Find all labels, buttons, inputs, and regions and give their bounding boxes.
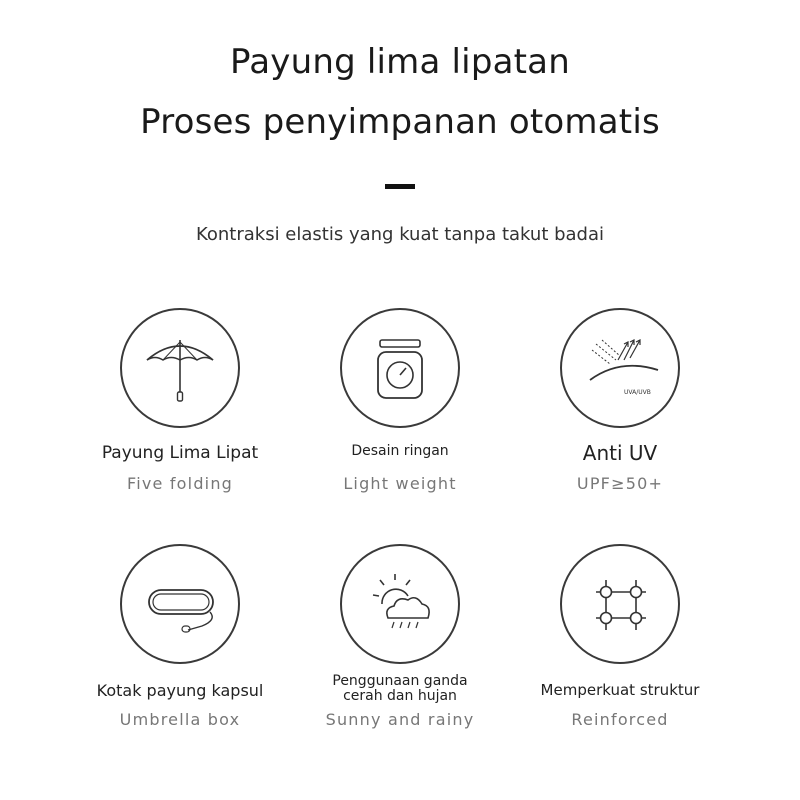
feature-sunny-rainy xyxy=(280,544,520,744)
feature-sublabel: Light weight xyxy=(343,474,457,493)
feature-label: Payung Lima Lipat xyxy=(101,443,259,463)
feature-label: Kotak payung kapsul xyxy=(96,681,264,700)
feature-five-folding xyxy=(60,308,300,508)
scale-icon xyxy=(340,308,460,428)
feature-sublabel: Reinforced xyxy=(571,710,669,729)
frame-structure-icon xyxy=(560,544,680,664)
feature-sublabel: Umbrella box xyxy=(119,710,241,729)
capsule-box-icon xyxy=(120,544,240,664)
feature-reinforced xyxy=(500,544,740,744)
feature-light-weight xyxy=(280,308,520,508)
feature-label: Memperkuat struktur xyxy=(540,681,700,699)
uv-shield-icon xyxy=(560,308,680,428)
title-line-2: Proses penyimpanan otomatis xyxy=(140,102,660,142)
feature-sublabel: UPF≥50+ xyxy=(576,474,664,493)
sun-rain-icon xyxy=(340,544,460,664)
feature-label: Penggunaan ganda cerah dan hujan xyxy=(332,673,468,705)
title-line-1: Payung lima lipatan xyxy=(230,42,570,82)
page-subtitle: Kontraksi elastis yang kuat tanpa takut badai xyxy=(195,224,605,245)
umbrella-icon xyxy=(120,308,240,428)
feature-label: Anti UV xyxy=(582,441,658,465)
feature-umbrella-box xyxy=(60,544,300,744)
feature-sublabel: Sunny and rainy xyxy=(325,710,475,729)
accent-divider xyxy=(385,184,415,189)
feature-anti-uv xyxy=(500,308,740,508)
uv-icon-text: UVA/UVB xyxy=(624,389,651,396)
feature-label: Desain ringan xyxy=(351,443,449,459)
feature-sublabel: Five folding xyxy=(126,474,234,493)
